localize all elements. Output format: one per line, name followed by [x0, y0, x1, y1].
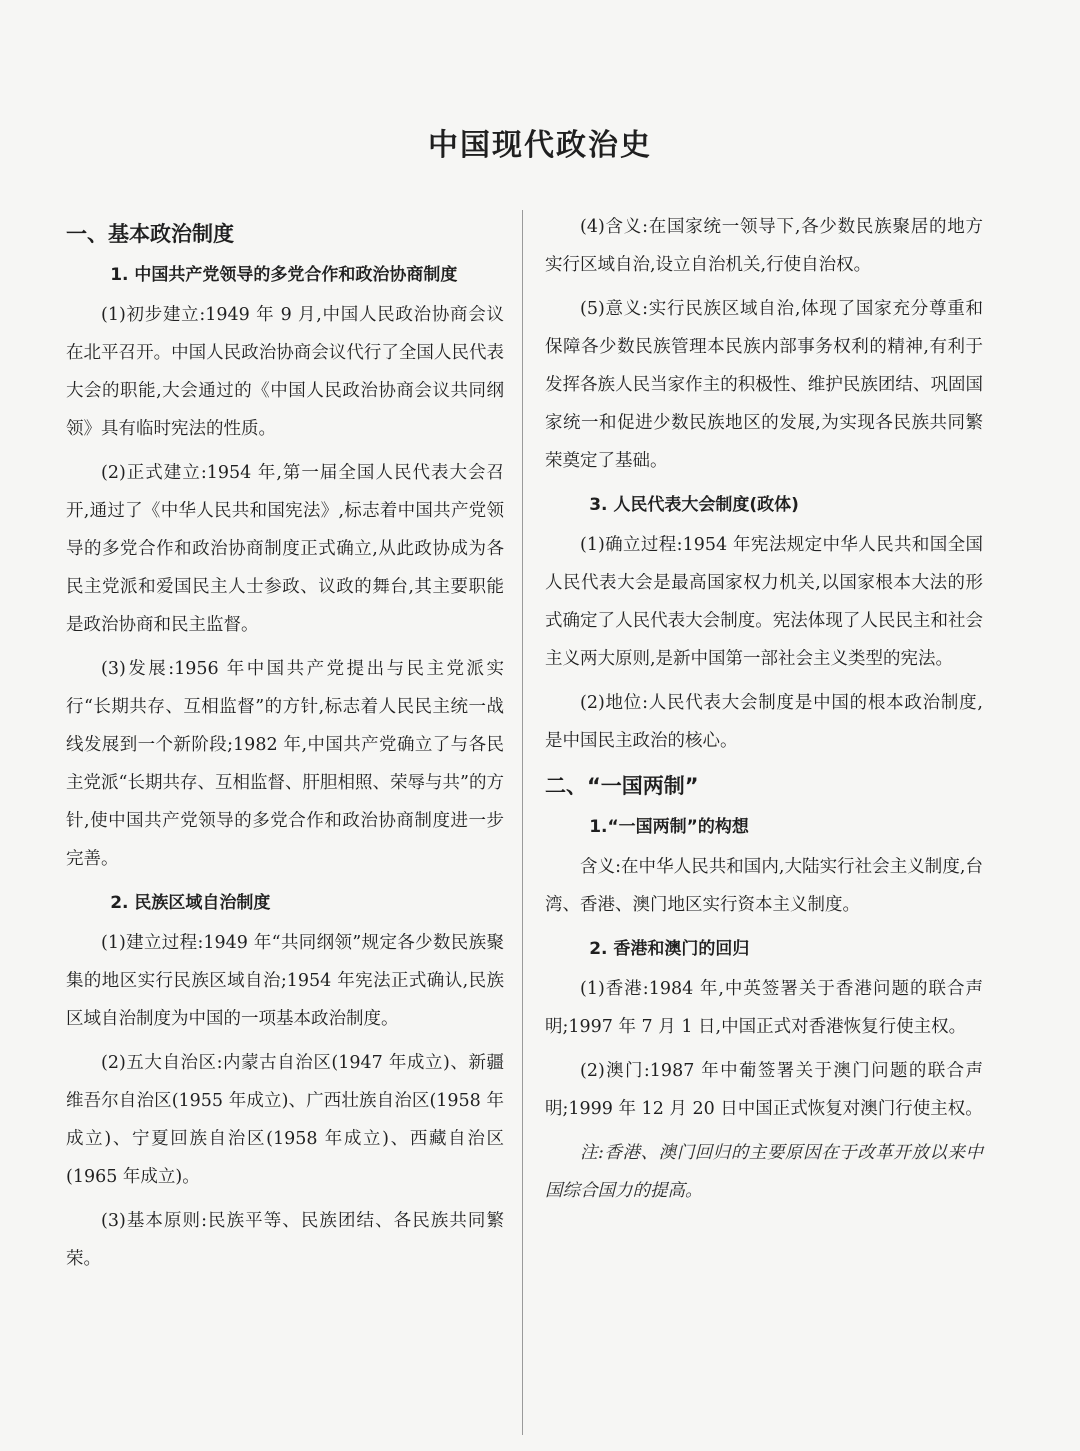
page-title: 中国现代政治史: [428, 128, 652, 163]
paragraph: (3)基本原则:民族平等、民族团结、各民族共同繁荣。: [66, 1211, 504, 1269]
paragraph: (2)五大自治区:内蒙古自治区(1947 年成立)、新疆维吾尔自治区(1955 年成立)、广西壮族自治区(1958 年成立)、宁夏回族自治区(1958 年成立)、西藏自治区(1965 年成立)。: [66, 1053, 504, 1187]
subheading-multiparty-cooperation: 1. 中国共产党领导的多党合作和政治协商制度: [110, 265, 458, 285]
paragraph: (1)香港:1984 年,中英签署关于香港问题的联合声明;1997 年 7 月 1 日,中国正式对香港恢复行使主权。: [545, 979, 983, 1037]
note: 注:香港、澳门回归的主要原因在于改革开放以来中国综合国力的提高。: [545, 1143, 983, 1201]
paragraph: 含义:在中华人民共和国内,大陆实行社会主义制度,台湾、香港、澳门地区实行资本主义制度。: [545, 857, 983, 915]
paragraph: (1)确立过程:1954 年宪法规定中华人民共和国全国人民代表大会是最高国家权力机关,以国家根本大法的形式确定了人民代表大会制度。宪法体现了人民民主和社会主义两大原则,是新中国第一部社会主义类型的宪法。: [545, 535, 983, 669]
right-column: [545, 208, 983, 1216]
paragraph: (2)正式建立:1954 年,第一届全国人民代表大会召开,通过了《中华人民共和国宪法》,标志着中国共产党领导的多党合作和政治协商制度正式确立,从此政协成为各民主党派和爱国民主人士参政、议政的舞台,其主要职能是政治协商和民主监督。: [66, 463, 504, 635]
left-column: [66, 208, 504, 1284]
paragraph: (3)发展:1956 年中国共产党提出与民主党派实行“长期共存、互相监督”的方针,标志着人民民主统一战线发展到一个新阶段;1982 年,中国共产党确立了与各民主党派“长期共存、互相监督、肝胆相照、荣辱与共”的方针,使中国共产党领导的多党合作和政治协商制度进一步完善。: [66, 659, 504, 869]
paragraph: (1)建立过程:1949 年“共同纲领”规定各少数民族聚集的地区实行民族区域自治;1954 年宪法正式确认,民族区域自治制度为中国的一项基本政治制度。: [66, 933, 504, 1029]
paragraph: (2)地位:人民代表大会制度是中国的根本政治制度,是中国民主政治的核心。: [545, 693, 983, 751]
subheading-concept: 1.“一国两制”的构想: [589, 817, 749, 837]
paragraph: (2)澳门:1987 年中葡签署关于澳门问题的联合声明;1999 年 12 月 20 日中国正式恢复对澳门行使主权。: [545, 1061, 983, 1119]
paragraph: (5)意义:实行民族区域自治,体现了国家充分尊重和保障各少数民族管理本民族内部事务权利的精神,有利于发挥各族人民当家作主的积极性、维护民族团结、巩固国家统一和促进少数民族地区的发展,为实现各民族共同繁荣奠定了基础。: [545, 299, 983, 471]
section-heading-basic-political-system: 一、基本政治制度: [66, 222, 234, 246]
paragraph: (1)初步建立:1949 年 9 月,中国人民政治协商会议在北平召开。中国人民政治协商会议代行了全国人民代表大会的职能,大会通过的《中国人民政治协商会议共同纲领》具有临时宪法的性质。: [66, 305, 504, 439]
section-heading-one-country-two-systems: 二、“一国两制”: [545, 774, 699, 798]
column-divider: [522, 210, 523, 1435]
subheading-regional-ethnic-autonomy: 2. 民族区域自治制度: [110, 893, 271, 913]
subheading-peoples-congress: 3. 人民代表大会制度(政体): [589, 495, 799, 515]
subheading-return-of-hk-macau: 2. 香港和澳门的回归: [589, 939, 750, 959]
paragraph: (4)含义:在国家统一领导下,各少数民族聚居的地方实行区域自治,设立自治机关,行使自治权。: [545, 217, 983, 275]
